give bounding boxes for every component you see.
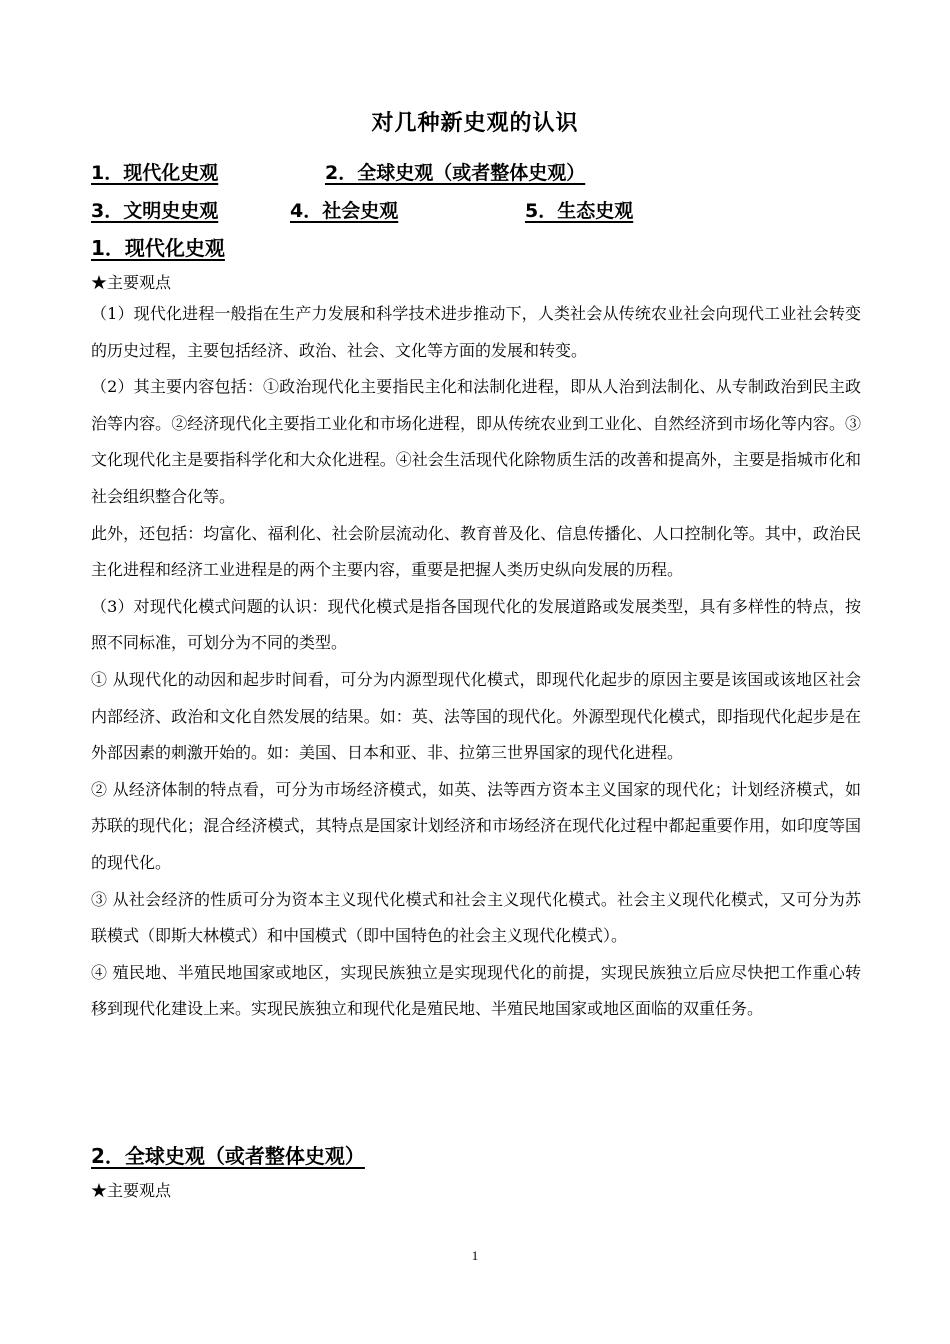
section-heading-modernization: 1．现代化史观 — [91, 236, 225, 260]
toc-row-1 — [91, 158, 871, 188]
toc-item-modernization: 1．现代化史观 — [91, 162, 219, 184]
section-heading-global-history: 2．全球史观（或者整体史观） — [91, 1144, 365, 1168]
page-number: 1 — [471, 1248, 479, 1263]
toc-item-global-history: 2．全球史观（或者整体史观） — [325, 162, 586, 184]
document-title: 对几种新史观的认识 — [371, 111, 579, 136]
paragraph: ④ 殖民地、半殖民地国家或地区，实现民族独立是实现现代化的前提，实现民族独立后应尽快把工作重心转移到现代化建设上来。实现民族独立和现代化是殖民地、半殖民地国家或地区面临的双重任务。 — [91, 962, 861, 1019]
section-subhead-main-points: ★主要观点 — [91, 273, 172, 292]
paragraph: ① 从现代化的动因和起步时间看，可分为内源型现代化模式，即现代化起步的原因主要是该国或该地区社会内部经济、政治和文化自然发展的结果。如：英、法等国的现代化。外源型现代化模式，即指现代化起步是在外部因素的刺激开始的。如：美国、日本和亚、非、拉第三世界国家的现代化进程。 — [91, 669, 861, 763]
section-subhead-main-points-2: ★主要观点 — [91, 1181, 172, 1200]
toc-item-ecological-history: 5．生态史观 — [525, 200, 634, 222]
toc-row-2 — [91, 196, 871, 226]
paragraph: （1）现代化进程一般指在生产力发展和科学技术进步推动下，人类社会从传统农业社会向现代工业社会转变的历史过程，主要包括经济、政治、社会、文化等方面的发展和转变。 — [91, 304, 861, 360]
paragraph: （2）其主要内容包括：①政治现代化主要指民主化和法制化进程，即从人治到法制化、从专制政治到民主政治等内容。②经济现代化主要指工业化和市场化进程，即从传统农业到工业化、自然经济到市场化等内容。③文化现代化主是要指科学化和大众化进程。④社会生活现代化除物质生活的改善和提高外，主要是指城市化和社会组织整合化等。 — [91, 377, 861, 506]
paragraph: ③ 从社会经济的性质可分为资本主义现代化模式和社会主义现代化模式。社会主义现代化模式，又可分为苏联模式（即斯大林模式）和中国模式（即中国特色的社会主义现代化模式）。 — [91, 889, 861, 946]
toc-item-social-history: 4．社会史观 — [290, 200, 399, 222]
paragraph: 此外，还包括：均富化、福利化、社会阶层流动化、教育普及化、信息传播化、人口控制化等。其中，政治民主化进程和经济工业进程是的两个主要内容，重要是把握人类历史纵向发展的历程。 — [91, 523, 861, 580]
paragraph: ② 从经济体制的特点看，可分为市场经济模式，如英、法等西方资本主义国家的现代化；计划经济模式，如苏联的现代化；混合经济模式，其特点是国家计划经济和市场经济在现代化过程中都起重要作用，如印度等国的现代化。 — [91, 779, 861, 872]
toc-item-civilization-history: 3．文明史史观 — [91, 200, 219, 222]
paragraph: （3）对现代化模式问题的认识：现代化模式是指各国现代化的发展道路或发展类型，具有多样性的特点，按照不同标准，可划分为不同的类型。 — [91, 596, 861, 653]
section-body-modernization — [91, 296, 861, 1028]
